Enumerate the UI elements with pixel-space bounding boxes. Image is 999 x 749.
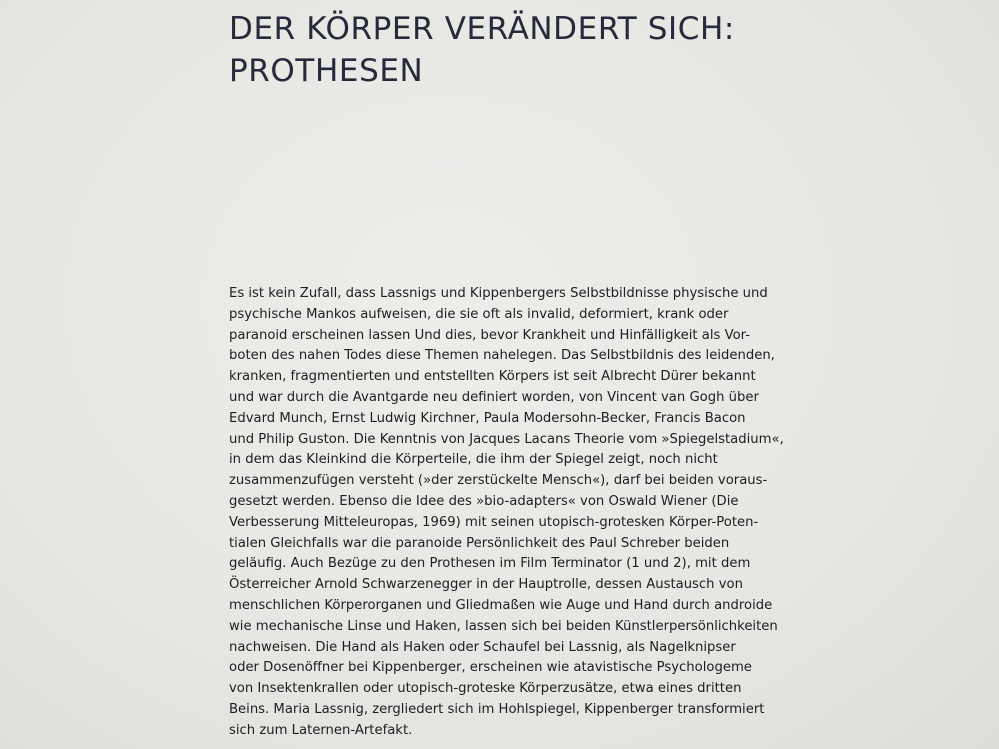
body-line: boten des nahen Todes diese Themen nahelegen. Das Selbstbildnis des leidenden, [229, 348, 775, 364]
body-line: und war durch die Avantgarde neu definiert worden, von Vincent van Gogh über [229, 389, 759, 405]
body-line: Es ist kein Zufall, dass Lassnigs und Kippenbergers Selbstbildnisse physische und [229, 286, 768, 301]
body-line: gesetzt werden. Ebenso die Idee des »bio-adapters« von Oswald Wiener (Die [229, 493, 739, 509]
body-line: geläufig. Auch Bezüge zu den Prothesen im Film Terminator (1 und 2), mit dem [229, 556, 751, 572]
body-line: oder Dosenöffner bei Kippenberger, erscheinen wie atavistische Psychologeme [229, 660, 752, 676]
body-paragraph [229, 284, 784, 742]
body-line: in dem das Kleinkind die Körperteile, die ihm der Spiegel zeigt, noch nicht [229, 452, 718, 468]
body-line: nachweisen. Die Hand als Haken oder Schaufel bei Lassnig, als Nagelknipser [229, 639, 736, 655]
body-line: paranoid erscheinen lassen Und dies, bevor Krankheit und Hinfälligkeit als Vor- [229, 327, 750, 343]
body-line: Österreicher Arnold Schwarzenegger in der Hauptrolle, dessen Austausch von [229, 577, 743, 593]
body-line: tialen Gleichfalls war die paranoide Persönlichkeit des Paul Schreber beiden [229, 535, 730, 551]
title-line-1: DER KÖRPER VERÄNDERT SICH: [229, 11, 735, 47]
body-line: Edvard Munch, Ernst Ludwig Kirchner, Paula Modersohn-Becker, Francis Bacon [229, 410, 746, 426]
body-line: wie mechanische Linse und Haken, lassen sich bei beiden Künstlerpersönlichkeiten [229, 618, 778, 634]
body-line: menschlichen Körperorganen und Gliedmaßen wie Auge und Hand durch androide [229, 597, 773, 613]
body-line: von Insektenkrallen oder utopisch-groteske Körperzusätze, etwa eines dritten [229, 681, 742, 697]
body-line: sich zum Laternen-Artefakt. [229, 722, 413, 738]
body-line: kranken, fragmentierten und entstellten Körpers ist seit Albrecht Dürer bekannt [229, 369, 756, 385]
body-line: zusammenzufügen versteht (»der zerstückelte Mensch«), darf bei beiden voraus- [229, 473, 768, 489]
body-line: Beins. Maria Lassnig, zergliedert sich im Hohlspiegel, Kippenberger transformiert [229, 701, 765, 717]
title-line-2: PROTHESEN [229, 53, 424, 89]
body-line: und Philip Guston. Die Kenntnis von Jacques Lacans Theorie vom »Spiegelstadium«, [229, 431, 784, 447]
body-line: psychische Mankos aufweisen, die sie oft als invalid, deformiert, krank oder [229, 306, 729, 322]
page-title [229, 8, 735, 92]
body-line: Verbesserung Mitteleuropas, 1969) mit seinen utopisch-grotesken Körper-Poten- [229, 514, 759, 530]
